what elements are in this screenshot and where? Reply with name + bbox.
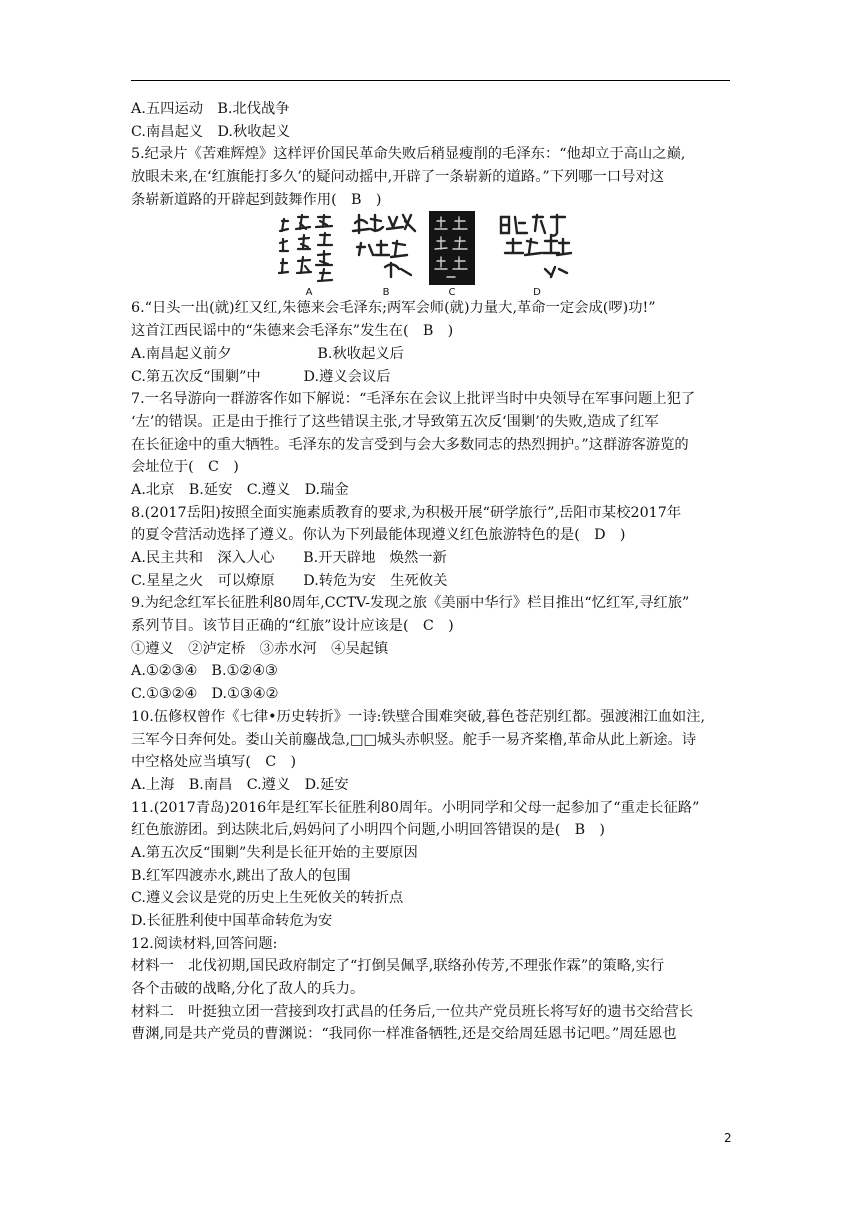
calligraphy-panel-a xyxy=(274,211,344,299)
header-rule xyxy=(131,80,730,81)
text-line: 12.阅读材料,回答问题: xyxy=(131,935,278,952)
text-line: 三军今日奔何处。娄山关前鏖战急,□□城头赤帜竖。舵手一易齐桨橹,革命从此上新途。诗 xyxy=(131,731,697,748)
text-line: A.第五次反“围剿”失利是长征开始的主要原因 xyxy=(131,844,418,861)
text-line: A.北京 B.延安 C.遵义 D.瑞金 xyxy=(131,481,349,498)
text-line: 8.(2017岳阳)按照全面实施素质教育的要求,为积极开展“研学旅行”,岳阳市某校2017年 xyxy=(131,504,682,521)
text-line: 材料二 叶挺独立团一营接到攻打武昌的任务后,一位共产党员班长将写好的遗书交给营长 xyxy=(131,1003,694,1020)
text-line: C.①③②④ D.①③④② xyxy=(131,686,279,703)
text-line: 会址位于( C ) xyxy=(131,459,239,476)
text-line: 条崭新道路的开辟起到鼓舞作用( B ) xyxy=(131,191,382,208)
text-line: A.南昌起义前夕 B.秋收起义后 xyxy=(131,345,404,362)
text-line: 6.“日头一出(就)红又红,朱德来会毛泽东;两军会师(就)力量大,革命一定会成(啰)功!” xyxy=(131,300,656,317)
text-line: 系列节目。该节目正确的“红旅”设计应该是( C ) xyxy=(131,618,454,635)
text-line: 曹渊,同是共产党员的曹渊说：“我同你一样准备牺牲,还是交给周廷恩书记吧。”周廷恩也 xyxy=(131,1026,677,1043)
text-line: A.①②③④ B.①②④③ xyxy=(131,663,278,680)
text-line: 7.一名导游向一群游客作如下解说：“毛泽东在会议上批评当时中央领导在军事问题上犯了 xyxy=(131,391,696,408)
text-line: 的夏令营活动选择了遵义。你认为下列最能体现遵义红色旅游特色的是( D ) xyxy=(131,527,626,544)
calligraphy-c-image xyxy=(429,211,475,285)
panel-d-label: D xyxy=(533,287,541,299)
calligraphy-d-image xyxy=(497,211,577,285)
text-line: 放眼未来,在‘红旗能打多久’的疑问动摇中,开辟了一条崭新的道路。”下列哪一口号对这 xyxy=(131,169,665,186)
panel-b-label: B xyxy=(382,287,390,299)
slogan-figure xyxy=(131,211,736,297)
text-line: D.长征胜利使中国革命转危为安 xyxy=(131,913,333,929)
text-line: A.五四运动 B.北伐战争 xyxy=(131,101,290,117)
text-line: C.南昌起义 D.秋收起义 xyxy=(131,123,291,140)
text-line: 这首江西民谣中的“朱德来会毛泽东”发生在( B ) xyxy=(131,323,454,340)
page-number: 2 xyxy=(724,1131,732,1145)
text-line: 5.纪录片《苦难辉煌》这样评价国民革命失败后稍显瘦削的毛泽东：“他却立于高山之巅, xyxy=(131,146,686,163)
text-line: 在长征途中的重大牺牲。毛泽东的发言受到与会大多数同志的热烈拥护。”这群游客游览的 xyxy=(131,436,689,453)
calligraphy-panel-b xyxy=(351,211,421,299)
text-line: 中空格处应当填写( C ) xyxy=(131,754,297,771)
text-line: 10.伍修权曾作《七律•历史转折》一诗:铁壁合围难突破,暮色苍茫别红都。强渡湘江血如注, xyxy=(131,708,706,725)
text-line: 11.(2017青岛)2016年是红军长征胜利80周年。小明同学和父母一起参加了“重走长征路” xyxy=(131,799,700,816)
text-block-b xyxy=(131,297,736,1046)
panel-a-label: A xyxy=(305,287,313,299)
calligraphy-a-image xyxy=(274,211,344,285)
text-line: A.上海 B.南昌 C.遵义 D.延安 xyxy=(131,776,349,793)
text-line: 各个击破的战略,分化了敌人的兵力。 xyxy=(131,981,365,998)
text-line: 材料一 北伐初期,国民政府制定了“打倒吴佩孚,联络孙传芳,不理张作霖”的策略,实行 xyxy=(131,958,665,975)
text-line: ①遵义 ②泸定桥 ③赤水河 ④吴起镇 xyxy=(131,640,389,657)
text-line: C.星星之火 可以燎原 D.转危为安 生死攸关 xyxy=(131,572,448,589)
text-line: A.民主共和 深入人心 B.开天辟地 焕然一新 xyxy=(131,550,447,566)
text-line: 红色旅游团。到达陕北后,妈妈问了小明四个问题,小明回答错误的是( B ) xyxy=(131,822,605,839)
text-line: 9.为纪念红军长征胜利80周年,CCTV-发现之旅《美丽中华行》栏目推出“忆红军,寻红旅” xyxy=(131,595,690,612)
calligraphy-panel-d xyxy=(497,211,577,299)
text-line: B.红军四渡赤水,跳出了敌人的包围 xyxy=(131,867,351,884)
text-line: C.第五次反“围剿”中 D.遵义会议后 xyxy=(131,368,391,385)
document-body xyxy=(131,98,736,1046)
calligraphy-panel-c xyxy=(429,211,475,299)
text-line: C.遵义会议是党的历史上生死攸关的转折点 xyxy=(131,890,404,907)
calligraphy-b-image xyxy=(351,211,421,285)
text-line: ‘左’的错误。正是由于推行了这些错误主张,才导致第五次反‘围剿’的失败,造成了红军 xyxy=(131,413,659,430)
panel-c-label: C xyxy=(448,287,456,299)
text-block-a xyxy=(131,98,736,211)
